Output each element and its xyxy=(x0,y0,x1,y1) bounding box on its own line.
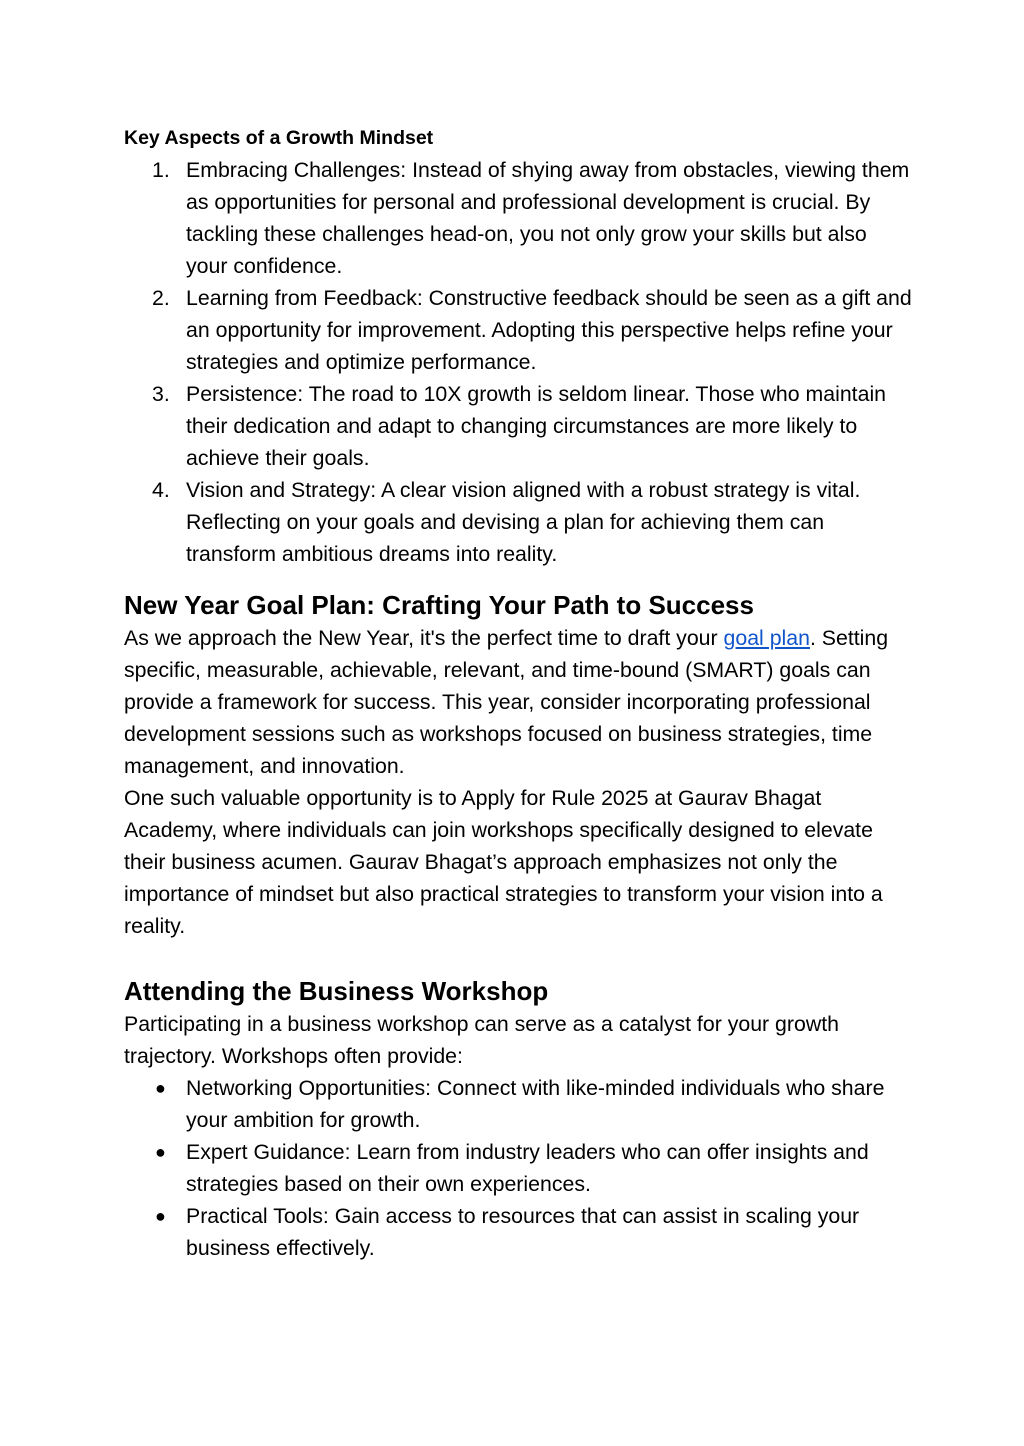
list-number: 2. xyxy=(152,286,170,310)
list-item xyxy=(124,378,914,474)
list-item xyxy=(124,1200,914,1264)
bullet-list xyxy=(124,1072,914,1264)
paragraph-gaurav-bhagat: One such valuable opportunity is to Apply for Rule 2025 at Gaurav Bhagat Academy, where individuals can join workshops specifically designed to elevate their business acumen. Gaurav Bhagat’s approach emphasizes not only the importance of mindset but also practical strategies to transform your vision into a reality. xyxy=(124,786,883,938)
paragraph-workshop-intro: Participating in a business workshop can serve as a catalyst for your growth trajectory. Workshops often provide: xyxy=(124,1012,839,1068)
section-heading-business-workshop: Attending the Business Workshop xyxy=(124,976,549,1006)
list-item xyxy=(124,1136,914,1200)
list-item xyxy=(124,474,914,570)
list-item xyxy=(124,1072,914,1136)
paragraph-text: As we approach the New Year, it's the perfect time to draft your xyxy=(124,626,724,650)
list-item-text: Practical Tools: Gain access to resources that can assist in scaling your business effectively. xyxy=(186,1204,860,1260)
numbered-list xyxy=(124,154,914,570)
list-item-text: Persistence: The road to 10X growth is seldom linear. Those who maintain their dedication and adapt to changing circumstances are more likely to achieve their goals. xyxy=(186,382,887,470)
list-item-text: Expert Guidance: Learn from industry leaders who can offer insights and strategies based on their own experiences. xyxy=(186,1140,869,1196)
goal-plan-link[interactable]: goal plan xyxy=(723,626,810,650)
paragraph-text: . Setting specific, measurable, achievable, relevant, and time-bound (SMART) goals can provide a framework for success. This year, consider incorporating professional development sessions such as workshops focused on business strategies, time management, and innovation. xyxy=(124,626,889,778)
paragraph-goal-plan xyxy=(124,622,914,782)
list-item-text: Learning from Feedback: Constructive feedback should be seen as a gift and an opportunity for improvement. Adopting this perspective helps refine your strategies and optimize performance. xyxy=(186,286,912,374)
bullet-icon: ● xyxy=(155,1078,166,1098)
list-number: 4. xyxy=(152,478,170,502)
list-item-text: Embracing Challenges: Instead of shying away from obstacles, viewing them as opportunities for personal and professional development is crucial. By tackling these challenges head-on, you not only grow your skills but also your confidence. xyxy=(186,158,910,278)
list-number: 1. xyxy=(152,158,170,182)
list-number: 3. xyxy=(152,382,170,406)
list-item xyxy=(124,282,914,378)
list-item-text: Networking Opportunities: Connect with like-minded individuals who share your ambition for growth. xyxy=(186,1076,885,1132)
section-heading-growth-mindset: Key Aspects of a Growth Mindset xyxy=(124,127,434,149)
bullet-icon: ● xyxy=(155,1142,166,1162)
document-page xyxy=(124,122,914,1264)
bullet-icon: ● xyxy=(155,1206,166,1226)
list-item xyxy=(124,154,914,282)
list-item-text: Vision and Strategy: A clear vision aligned with a robust strategy is vital. Reflecting on your goals and devising a plan for achieving them can transform ambitious dreams into reality. xyxy=(186,478,861,566)
section-heading-new-year-goal-plan: New Year Goal Plan: Crafting Your Path to Success xyxy=(124,590,754,620)
